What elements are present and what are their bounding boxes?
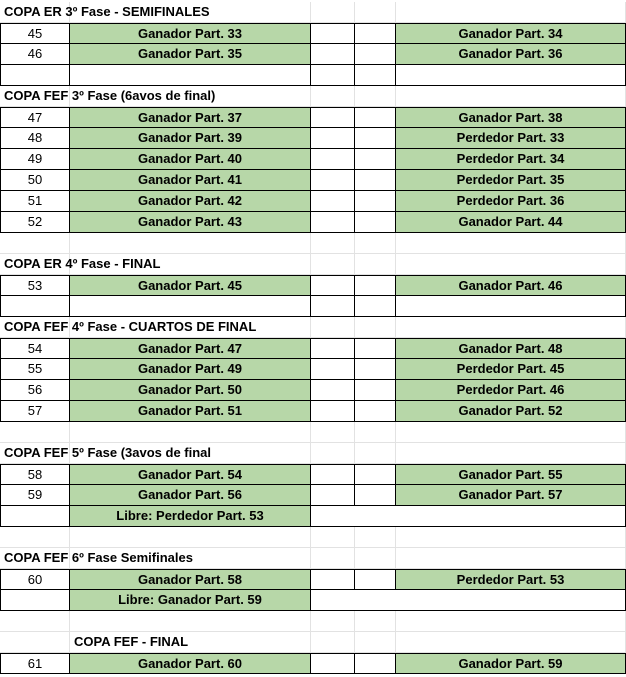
team-b-cell[interactable]: Perdedor Part. 53	[396, 569, 626, 590]
team-b-cell[interactable]: Perdedor Part. 35	[396, 170, 626, 191]
team-b-cell[interactable]: Ganador Part. 48	[396, 338, 626, 359]
empty-cell[interactable]	[396, 590, 626, 611]
team-a-cell[interactable]: Ganador Part. 54	[70, 464, 311, 485]
empty-cell[interactable]	[396, 422, 626, 443]
team-b-cell[interactable]: Ganador Part. 44	[396, 212, 626, 233]
section-title[interactable]: COPA FEF 6º Fase Semifinales	[4, 550, 193, 565]
team-a-cell[interactable]: Ganador Part. 56	[70, 485, 311, 506]
team-a-cell[interactable]: Ganador Part. 49	[70, 359, 311, 380]
team-b-cell[interactable]: Perdedor Part. 45	[396, 359, 626, 380]
empty-cell[interactable]	[355, 590, 396, 611]
empty-cell[interactable]	[355, 2, 396, 23]
sheet-row-libre	[0, 590, 626, 611]
team-b-cell[interactable]: Perdedor Part. 46	[396, 380, 626, 401]
sheet-row-header	[0, 443, 626, 464]
sheet-row-blank	[0, 296, 626, 317]
empty-cell[interactable]	[355, 422, 396, 443]
match-number[interactable]: 56	[0, 380, 70, 401]
empty-cell[interactable]	[355, 548, 396, 569]
match-number[interactable]: 57	[0, 401, 70, 422]
empty-cell[interactable]	[355, 401, 396, 422]
empty-cell[interactable]	[311, 107, 355, 128]
team-b-cell[interactable]: Ganador Part. 34	[396, 23, 626, 44]
sheet-row-blank	[0, 611, 626, 632]
empty-cell[interactable]	[311, 191, 355, 212]
section-title[interactable]: COPA FEF 5º Fase (3avos de final	[4, 445, 212, 460]
team-b-cell[interactable]: Ganador Part. 55	[396, 464, 626, 485]
empty-cell[interactable]	[311, 23, 355, 44]
empty-cell[interactable]	[396, 611, 626, 632]
empty-cell[interactable]	[311, 275, 355, 296]
sheet-row-match	[0, 212, 626, 233]
match-number[interactable]: 60	[0, 569, 70, 590]
team-a-cell[interactable]: Ganador Part. 41	[70, 170, 311, 191]
team-a-cell[interactable]: Ganador Part. 43	[70, 212, 311, 233]
empty-cell[interactable]	[70, 422, 311, 443]
bye-cell[interactable]: Libre: Perdedor Part. 53	[70, 506, 311, 527]
section-title[interactable]: COPA FEF 4º Fase - CUARTOS DE FINAL	[4, 319, 257, 334]
sheet-row-blank	[0, 65, 626, 86]
team-a-cell[interactable]: Ganador Part. 50	[70, 380, 311, 401]
sheet-row-match	[0, 569, 626, 590]
empty-cell[interactable]	[355, 149, 396, 170]
match-number[interactable]: 50	[0, 170, 70, 191]
match-number[interactable]: 59	[0, 485, 70, 506]
empty-cell[interactable]	[396, 443, 626, 464]
team-a-cell[interactable]: Ganador Part. 51	[70, 401, 311, 422]
empty-cell[interactable]	[355, 632, 396, 653]
team-a-cell[interactable]: Ganador Part. 58	[70, 569, 311, 590]
empty-cell[interactable]	[311, 338, 355, 359]
sheet-row-match	[0, 107, 626, 128]
sheet-row-blank	[0, 233, 626, 254]
empty-cell[interactable]	[311, 44, 355, 65]
sheet-row-header	[0, 254, 626, 275]
empty-cell[interactable]	[311, 317, 355, 338]
sheet-row-match	[0, 653, 626, 674]
sheet-row-header	[0, 2, 626, 23]
match-number[interactable]: 48	[0, 128, 70, 149]
empty-cell[interactable]	[355, 212, 396, 233]
sheet-row-match	[0, 149, 626, 170]
sheet-row-header	[0, 317, 626, 338]
empty-cell[interactable]	[355, 485, 396, 506]
section-title[interactable]: COPA ER 3º Fase - SEMIFINALES	[4, 4, 210, 19]
empty-cell[interactable]	[355, 338, 396, 359]
sheet-row-blank	[0, 527, 626, 548]
sheet-row-match	[0, 401, 626, 422]
empty-cell[interactable]	[311, 422, 355, 443]
team-b-cell[interactable]: Ganador Part. 46	[396, 275, 626, 296]
empty-cell[interactable]	[311, 128, 355, 149]
empty-cell[interactable]	[311, 296, 355, 317]
match-number[interactable]: 54	[0, 338, 70, 359]
sheet-row-match	[0, 485, 626, 506]
empty-cell[interactable]	[355, 233, 396, 254]
empty-cell[interactable]	[311, 611, 355, 632]
team-a-cell[interactable]: Ganador Part. 42	[70, 191, 311, 212]
team-b-cell[interactable]: Perdedor Part. 33	[396, 128, 626, 149]
sheet-row-header	[0, 548, 626, 569]
empty-cell[interactable]	[311, 86, 355, 107]
empty-cell[interactable]	[0, 527, 70, 548]
sheet-row-header	[0, 632, 626, 653]
empty-cell[interactable]	[355, 506, 396, 527]
empty-cell[interactable]	[0, 632, 70, 653]
empty-cell[interactable]	[355, 170, 396, 191]
sheet-row-match	[0, 464, 626, 485]
empty-cell[interactable]	[311, 653, 355, 674]
empty-cell[interactable]	[355, 611, 396, 632]
match-number[interactable]: 47	[0, 107, 70, 128]
empty-cell[interactable]	[355, 653, 396, 674]
empty-cell[interactable]	[311, 485, 355, 506]
empty-cell[interactable]	[311, 65, 355, 86]
empty-cell[interactable]	[311, 548, 355, 569]
bye-cell[interactable]: Libre: Ganador Part. 59	[70, 590, 311, 611]
team-b-cell[interactable]: Perdedor Part. 36	[396, 191, 626, 212]
team-a-cell[interactable]: Ganador Part. 37	[70, 107, 311, 128]
empty-cell[interactable]	[70, 527, 311, 548]
team-a-cell[interactable]: Ganador Part. 60	[70, 653, 311, 674]
sheet-row-match	[0, 338, 626, 359]
empty-cell[interactable]	[355, 359, 396, 380]
match-number[interactable]: 49	[0, 149, 70, 170]
empty-cell[interactable]	[396, 2, 626, 23]
empty-cell[interactable]	[396, 296, 626, 317]
empty-cell[interactable]	[311, 443, 355, 464]
match-number[interactable]: 61	[0, 653, 70, 674]
empty-cell[interactable]	[355, 317, 396, 338]
empty-cell[interactable]	[396, 233, 626, 254]
empty-cell[interactable]	[311, 212, 355, 233]
empty-cell[interactable]	[355, 443, 396, 464]
empty-cell[interactable]	[355, 380, 396, 401]
empty-cell[interactable]	[311, 254, 355, 275]
empty-cell[interactable]	[355, 296, 396, 317]
empty-cell[interactable]	[0, 65, 70, 86]
empty-cell[interactable]	[311, 2, 355, 23]
team-a-cell[interactable]: Ganador Part. 39	[70, 128, 311, 149]
empty-cell[interactable]	[311, 380, 355, 401]
empty-cell[interactable]	[311, 359, 355, 380]
section-title[interactable]: COPA FEF 3º Fase (6avos de final)	[4, 88, 216, 103]
empty-cell[interactable]	[396, 65, 626, 86]
empty-cell[interactable]	[355, 527, 396, 548]
empty-cell[interactable]	[355, 23, 396, 44]
team-a-cell[interactable]: Ganador Part. 45	[70, 275, 311, 296]
match-number[interactable]: 55	[0, 359, 70, 380]
empty-cell[interactable]	[396, 527, 626, 548]
empty-cell[interactable]	[355, 65, 396, 86]
empty-cell[interactable]	[355, 44, 396, 65]
match-number[interactable]: 52	[0, 212, 70, 233]
empty-cell[interactable]	[311, 590, 355, 611]
sheet-row-match	[0, 128, 626, 149]
team-b-cell[interactable]: Ganador Part. 36	[396, 44, 626, 65]
empty-cell[interactable]	[311, 569, 355, 590]
empty-cell[interactable]	[355, 464, 396, 485]
sheet-row-match	[0, 275, 626, 296]
section-title[interactable]: COPA ER 4º Fase - FINAL	[4, 256, 161, 271]
match-number[interactable]: 53	[0, 275, 70, 296]
empty-cell[interactable]	[355, 86, 396, 107]
empty-cell[interactable]	[311, 170, 355, 191]
empty-cell[interactable]	[311, 632, 355, 653]
empty-cell[interactable]	[311, 527, 355, 548]
sheet-row-blank	[0, 422, 626, 443]
empty-cell[interactable]	[396, 548, 626, 569]
empty-cell[interactable]	[396, 317, 626, 338]
team-a-cell[interactable]: Ganador Part. 35	[70, 44, 311, 65]
empty-cell[interactable]	[0, 590, 70, 611]
sheet-row-header	[0, 86, 626, 107]
empty-cell[interactable]	[0, 506, 70, 527]
team-a-cell[interactable]: Ganador Part. 47	[70, 338, 311, 359]
empty-cell[interactable]	[355, 254, 396, 275]
team-a-cell[interactable]: Ganador Part. 33	[70, 23, 311, 44]
team-b-cell[interactable]: Ganador Part. 52	[396, 401, 626, 422]
empty-cell[interactable]	[0, 233, 70, 254]
empty-cell[interactable]	[355, 191, 396, 212]
sheet-row-match	[0, 191, 626, 212]
match-number[interactable]: 51	[0, 191, 70, 212]
empty-cell[interactable]	[396, 254, 626, 275]
team-b-cell[interactable]: Perdedor Part. 34	[396, 149, 626, 170]
empty-cell[interactable]	[70, 296, 311, 317]
match-number[interactable]: 46	[0, 44, 70, 65]
empty-cell[interactable]	[70, 233, 311, 254]
sheet-row-libre	[0, 506, 626, 527]
empty-cell[interactable]	[396, 506, 626, 527]
team-a-cell[interactable]: Ganador Part. 40	[70, 149, 311, 170]
empty-cell[interactable]	[396, 86, 626, 107]
sheet-row-match	[0, 44, 626, 65]
team-b-cell[interactable]: Ganador Part. 38	[396, 107, 626, 128]
empty-cell[interactable]	[396, 632, 626, 653]
sheet-row-match	[0, 170, 626, 191]
empty-cell[interactable]	[0, 611, 70, 632]
empty-cell[interactable]	[311, 506, 355, 527]
empty-cell[interactable]	[355, 128, 396, 149]
empty-cell[interactable]	[311, 464, 355, 485]
match-number[interactable]: 45	[0, 23, 70, 44]
empty-cell[interactable]	[70, 611, 311, 632]
sheet-row-match	[0, 23, 626, 44]
match-number[interactable]: 58	[0, 464, 70, 485]
team-b-cell[interactable]: Ganador Part. 59	[396, 653, 626, 674]
empty-cell[interactable]	[355, 107, 396, 128]
empty-cell[interactable]	[355, 569, 396, 590]
empty-cell[interactable]	[311, 233, 355, 254]
empty-cell[interactable]	[70, 65, 311, 86]
sheet-row-match	[0, 380, 626, 401]
sheet-row-match	[0, 359, 626, 380]
section-title[interactable]: COPA FEF - FINAL	[74, 634, 189, 649]
empty-cell[interactable]	[311, 149, 355, 170]
empty-cell[interactable]	[311, 401, 355, 422]
empty-cell[interactable]	[0, 296, 70, 317]
empty-cell[interactable]	[0, 422, 70, 443]
team-b-cell[interactable]: Ganador Part. 57	[396, 485, 626, 506]
empty-cell[interactable]	[355, 275, 396, 296]
